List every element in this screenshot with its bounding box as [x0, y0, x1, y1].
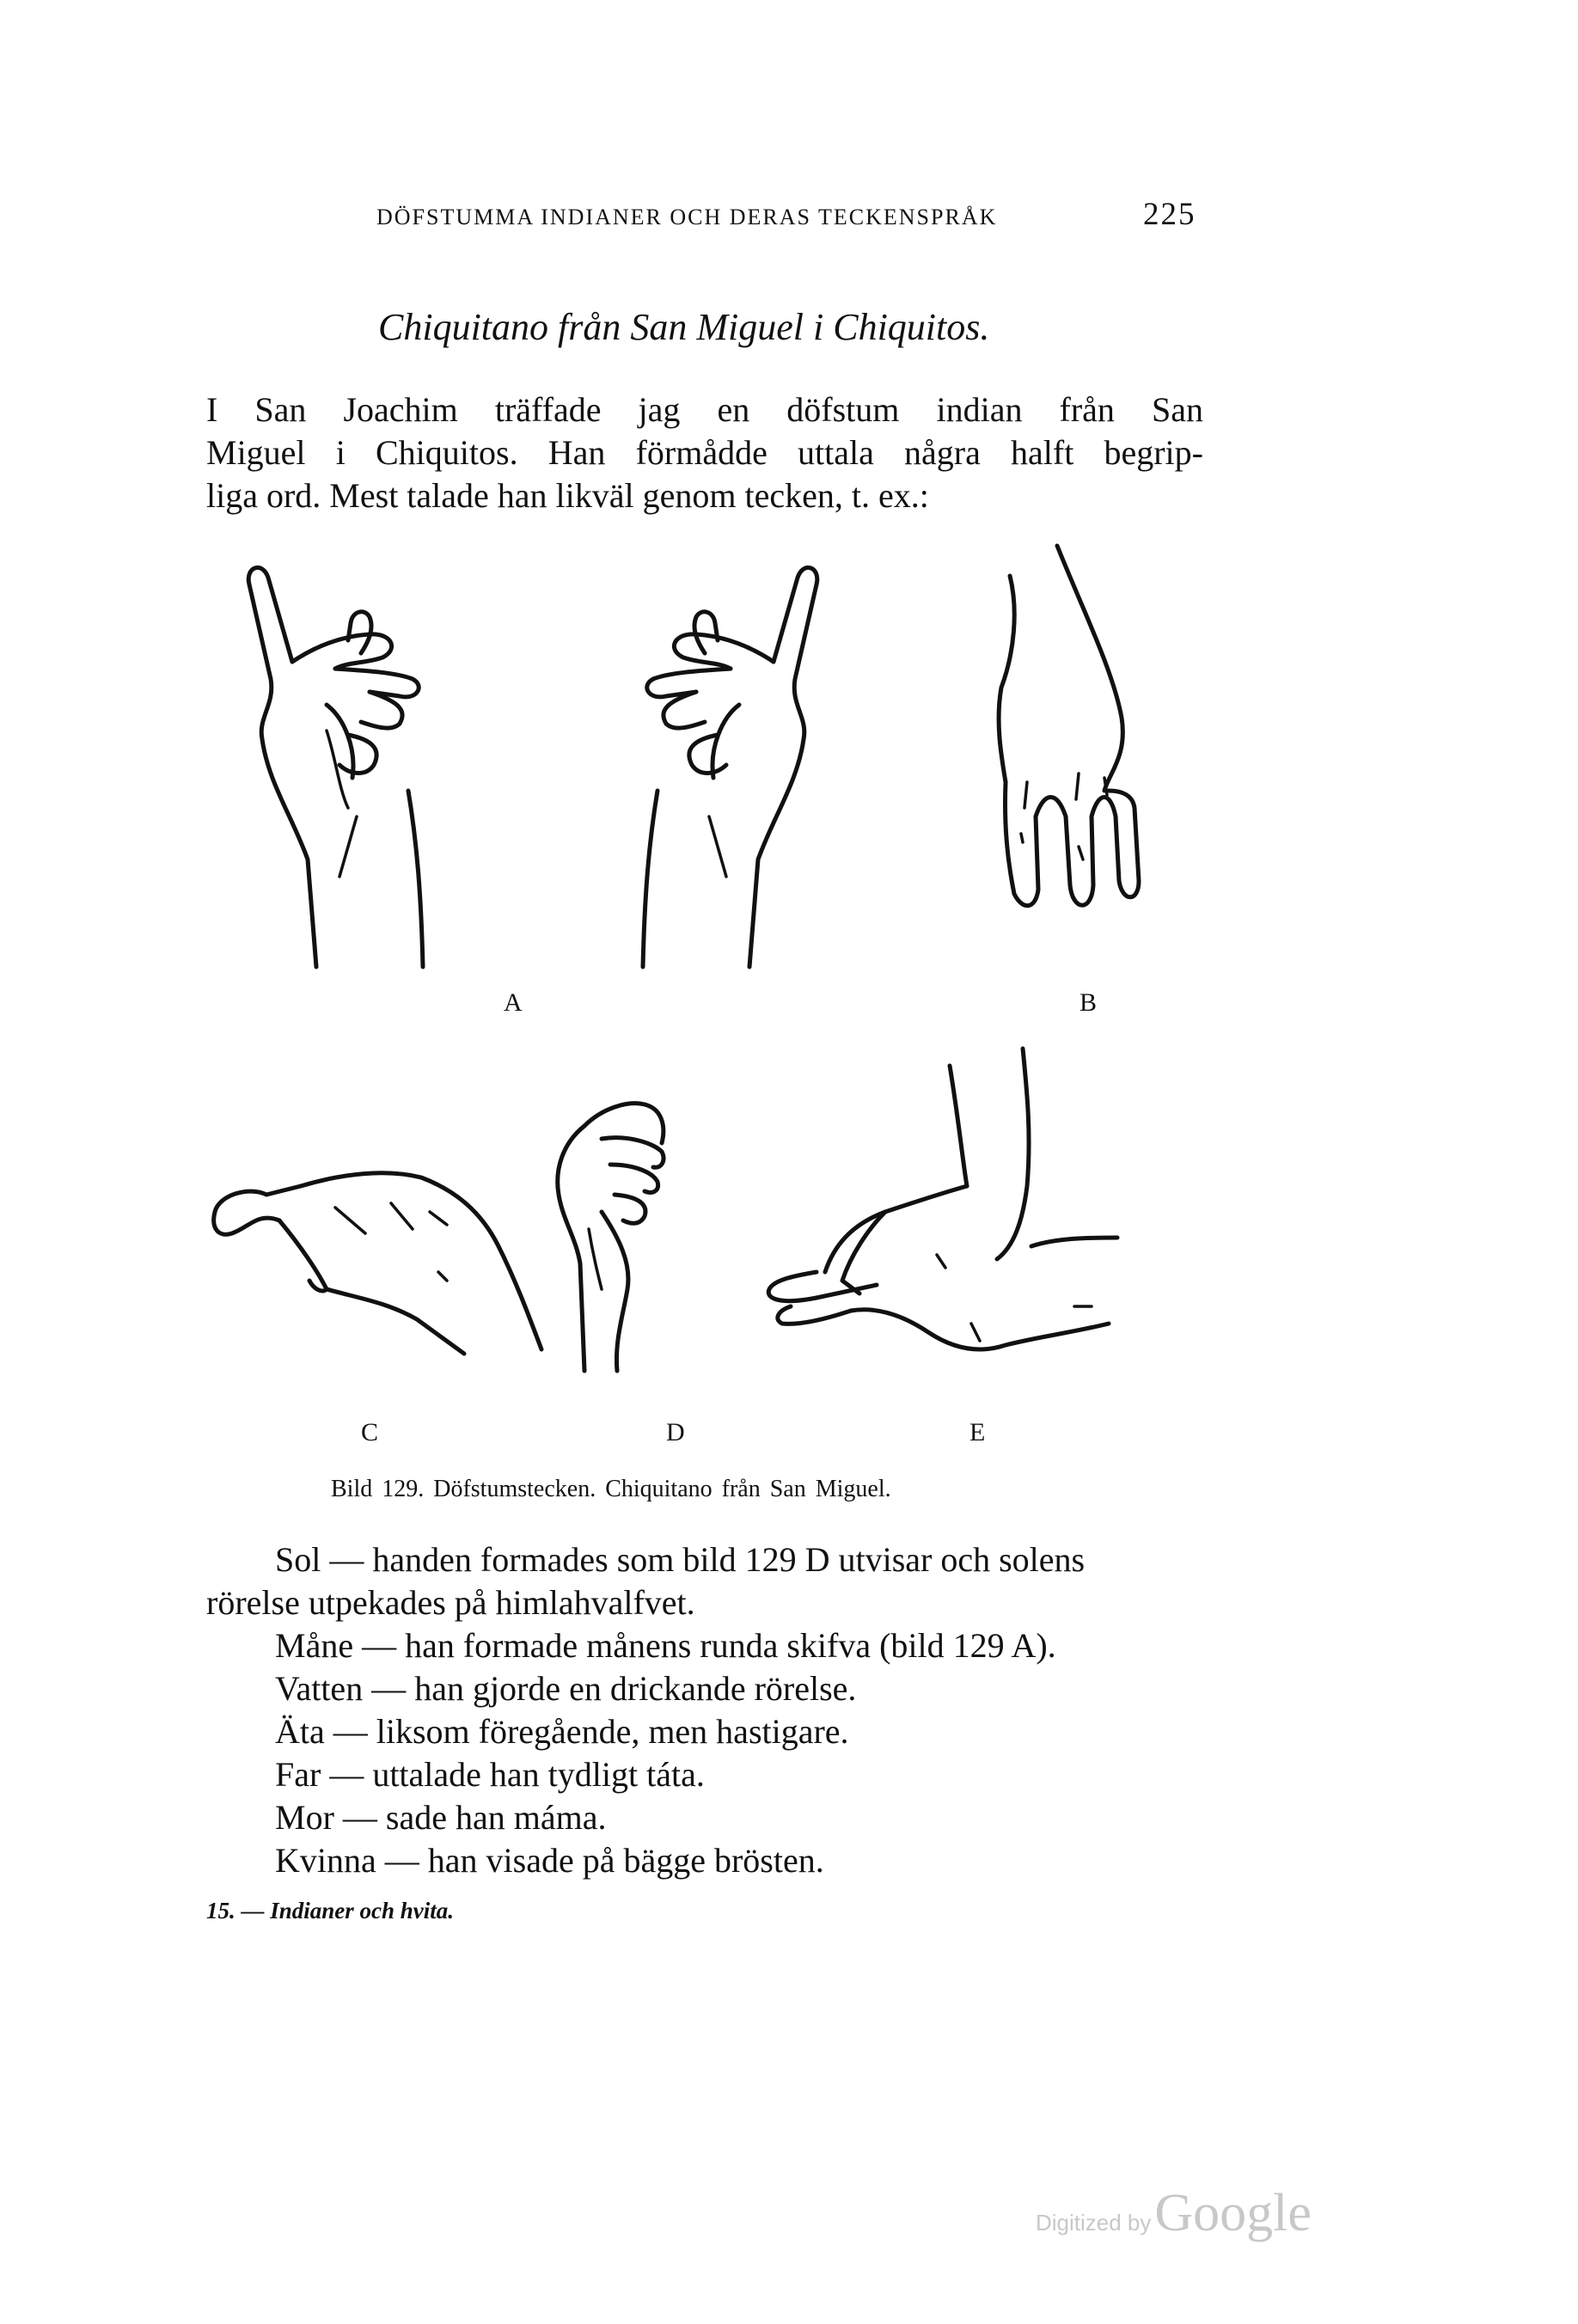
intro-line-1: I San Joachim träffade jag en döfstum indian från San	[206, 390, 1203, 429]
entry-mor: Mor — sade han máma.	[275, 1798, 607, 1837]
figure-label-e: E	[969, 1418, 986, 1446]
hand-sign-b	[999, 546, 1139, 906]
entry-mane: Måne — han formade månens runda skifva (bild 129 A).	[275, 1626, 1056, 1665]
hand-sign-a-right	[643, 567, 817, 967]
hand-sign-c	[214, 1173, 541, 1354]
intro-line-3: liga ord. Mest talade han likväl genom tecken, t. ex.:	[206, 476, 929, 515]
hand-sign-a-left	[248, 567, 423, 967]
hand-sign-e	[768, 1049, 1117, 1349]
figure-label-c: C	[361, 1418, 379, 1446]
google-logo: Google	[1154, 2184, 1312, 2242]
figure-label-d: D	[666, 1418, 685, 1446]
figure-caption: Bild 129. Döfstumstecken. Chiquitano från San Miguel.	[331, 1476, 891, 1502]
entry-kvinna: Kvinna — han visade på bägge brösten.	[275, 1841, 824, 1880]
section-title: Chiquitano från San Miguel i Chiquitos.	[378, 306, 990, 348]
page-number: 225	[1143, 197, 1196, 232]
digitized-watermark	[1036, 2183, 1312, 2244]
running-title: DÖFSTUMMA INDIANER OCH DERAS TECKENSPRÅK	[376, 205, 998, 229]
figure-label-a: A	[504, 988, 523, 1017]
hand-sign-d	[558, 1104, 664, 1371]
figure-label-b: B	[1080, 988, 1098, 1017]
entry-ata: Äta — liksom föregående, men hastigare.	[275, 1712, 849, 1751]
watermark-prefix: Digitized by	[1036, 2210, 1152, 2235]
entry-far: Far — uttalade han tydligt táta.	[275, 1755, 705, 1794]
entry-sol-continued: rörelse utpekades på himlahvalfvet.	[206, 1583, 695, 1622]
hand-signs-figure	[198, 533, 1229, 1461]
entry-vatten: Vatten — han gjorde en drickande rörelse.	[275, 1669, 857, 1708]
footer-signature: 15. — Indianer och hvita.	[206, 1898, 455, 1923]
entry-sol: Sol — handen formades som bild 129 D utvisar och solens	[275, 1540, 1086, 1579]
intro-line-2: Miguel i Chiquitos. Han förmådde uttala några halft begrip-	[206, 433, 1203, 472]
